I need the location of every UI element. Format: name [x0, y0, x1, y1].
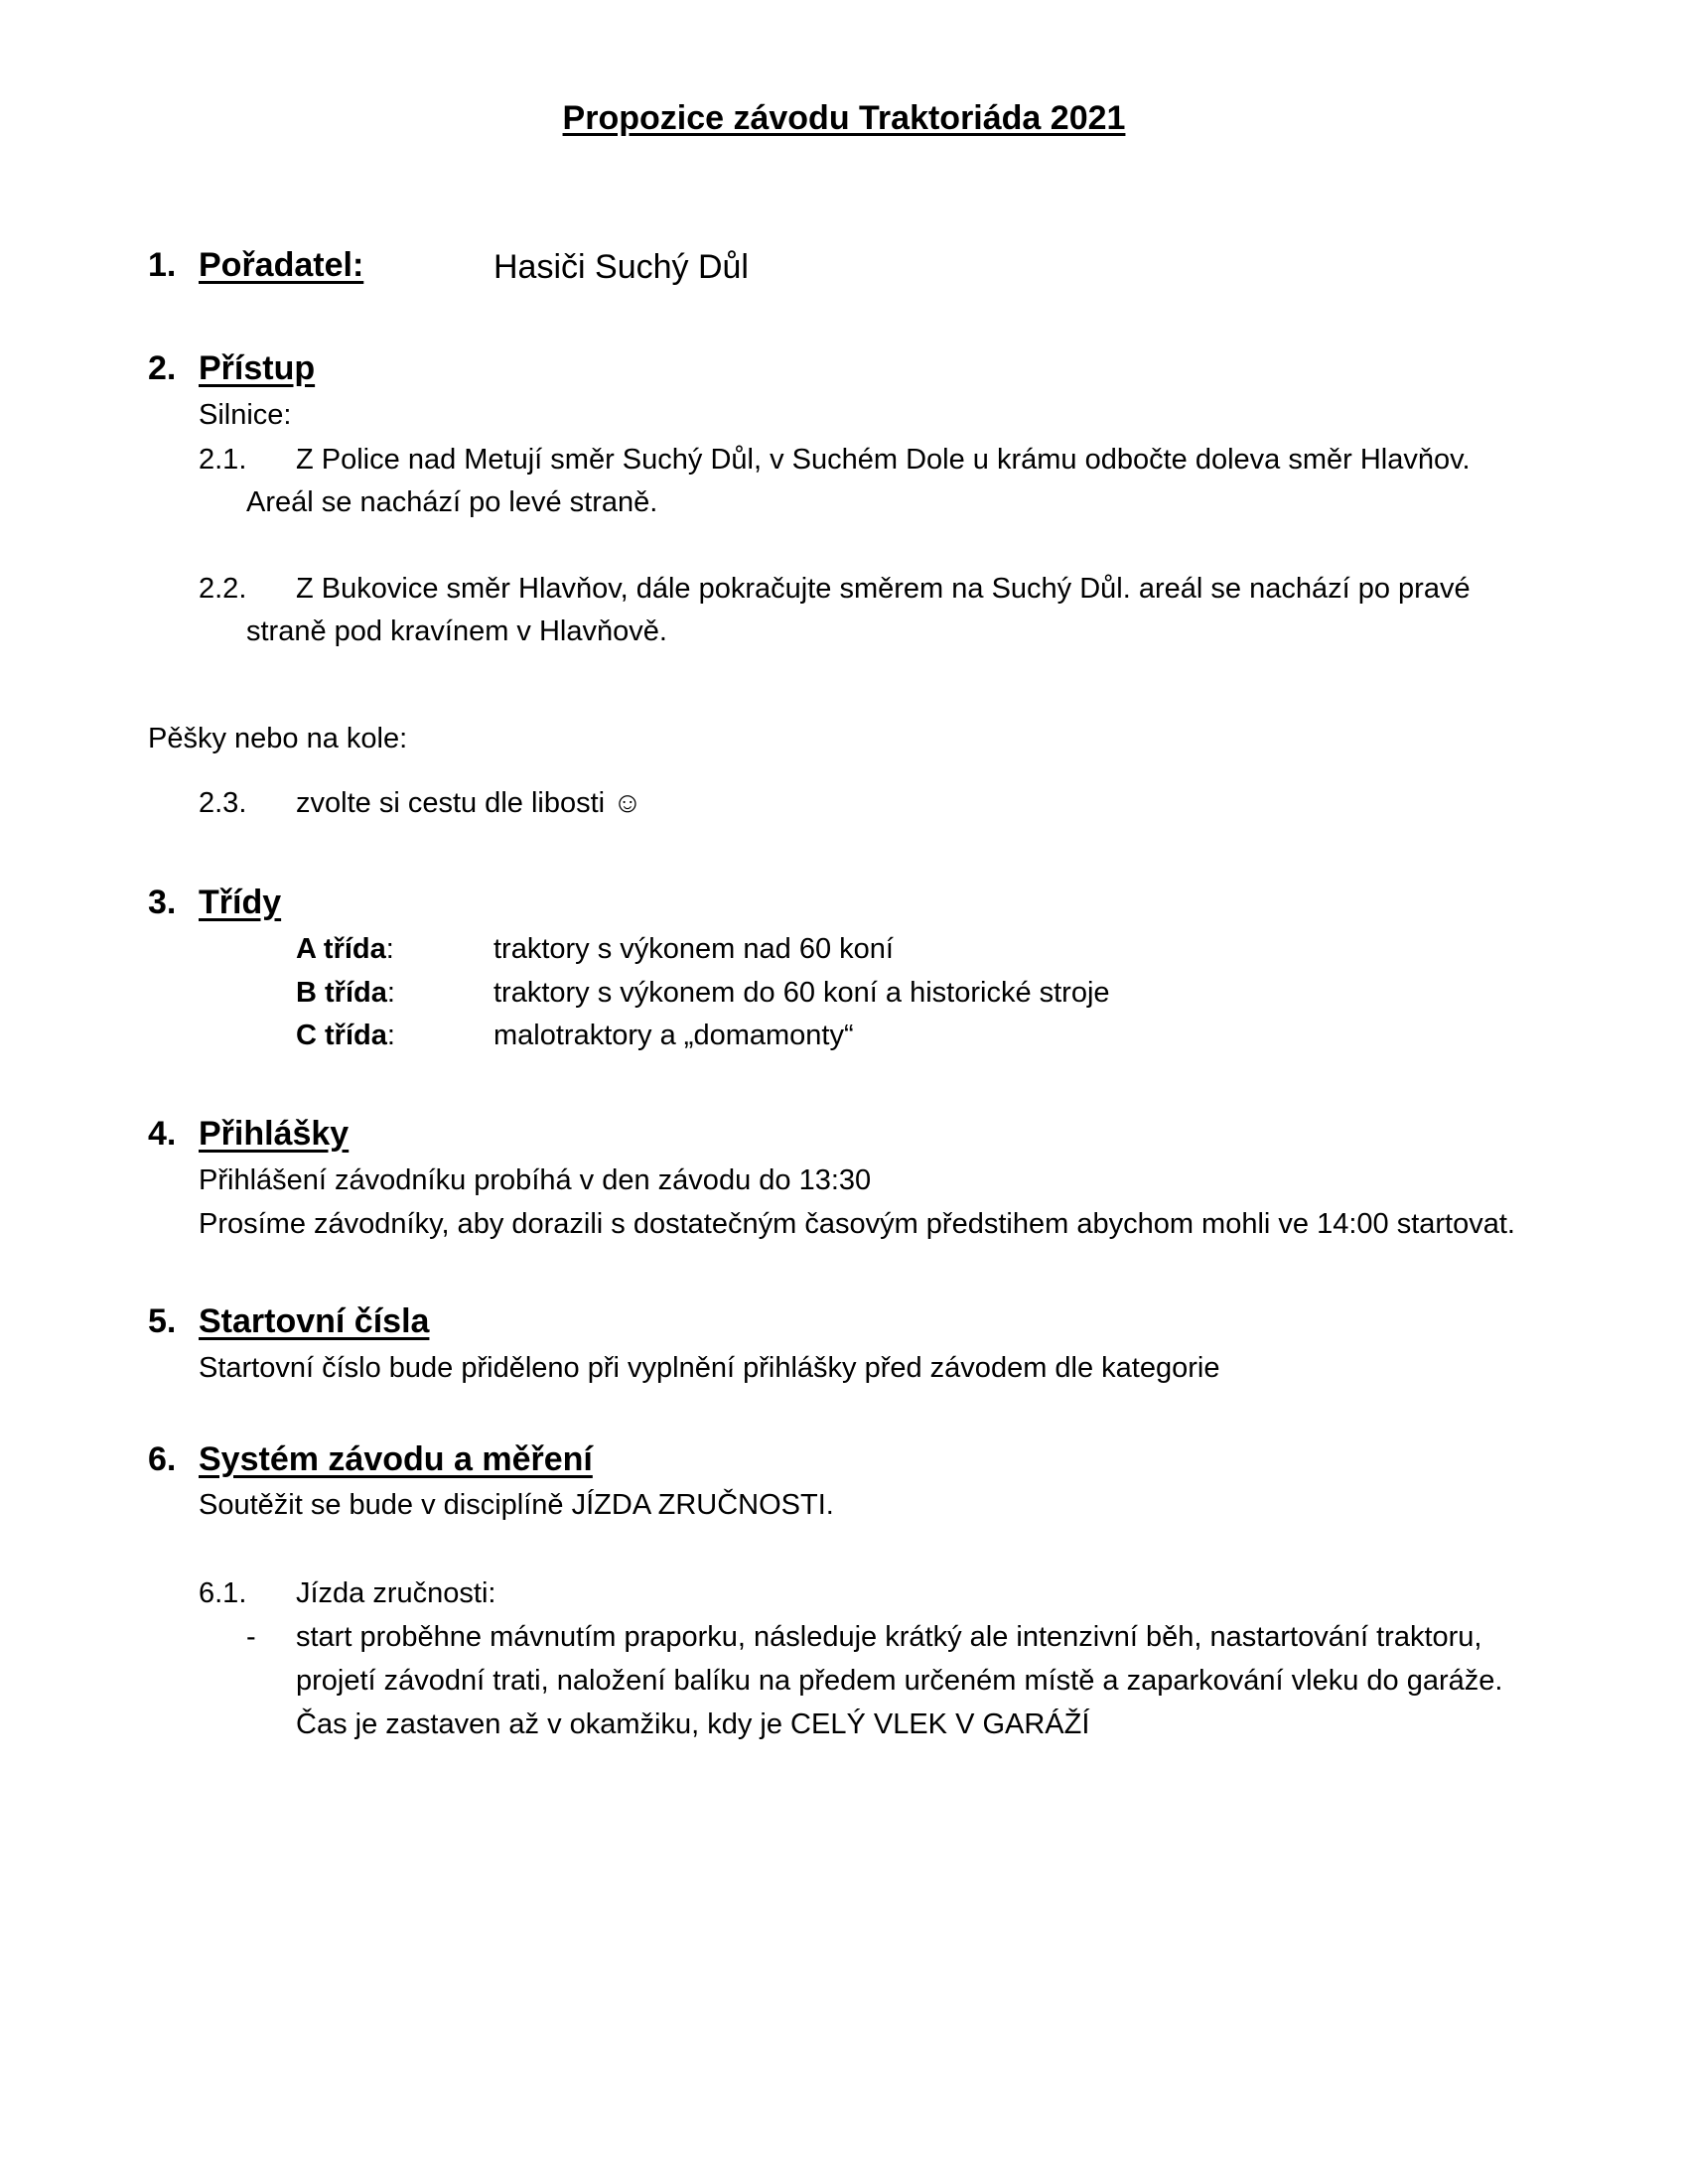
- section-title: Třídy: [199, 884, 282, 921]
- item-text-line: Areál se nachází po levé straně.: [246, 486, 658, 518]
- section-title: Přístup: [199, 349, 316, 387]
- section-title: Startovní čísla: [199, 1302, 430, 1340]
- section-number: 4.: [148, 1115, 177, 1153]
- section-heading-classes: [148, 884, 744, 927]
- class-name: C třída: [296, 1020, 387, 1051]
- item-number: 2.3.: [199, 787, 247, 819]
- bullet-text-line: projetí závodní trati, naložení balíku na předem určeném místě a zaparkování vleku do garáže.: [296, 1665, 1503, 1697]
- item-number: 2.1.: [199, 444, 247, 476]
- section-number: 6.: [148, 1440, 177, 1478]
- class-label: [296, 933, 394, 966]
- section-number: 5.: [148, 1302, 177, 1340]
- start-numbers-line: Startovní číslo bude přiděleno při vyplnění přihlášky před závodem dle kategorie: [199, 1352, 1220, 1384]
- class-label: [296, 977, 395, 1010]
- section-number: 2.: [148, 349, 177, 387]
- section-title: Systém závodu a měření: [199, 1440, 593, 1478]
- section-heading-start-numbers: [148, 1302, 744, 1346]
- class-description: traktory s výkonem nad 60 koní: [493, 933, 894, 965]
- bullet-text-line: Čas je zastaven až v okamžiku, kdy je CELÝ VLEK V GARÁŽÍ: [296, 1708, 1090, 1740]
- walk-label: Pěšky nebo na kole:: [148, 723, 408, 754]
- item-text-line: Z Bukovice směr Hlavňov, dále pokračujte směrem na Suchý Důl. areál se nachází po pravé: [296, 573, 1471, 605]
- section-title: Přihlášky: [199, 1115, 350, 1153]
- class-description: traktory s výkonem do 60 koní a historické stroje: [493, 977, 1110, 1009]
- class-label: [296, 1020, 395, 1052]
- section-number: 3.: [148, 884, 177, 921]
- item-text-line: Z Police nad Metují směr Suchý Důl, v Suchém Dole u krámu odbočte doleva směr Hlavňov.: [296, 444, 1471, 476]
- organizer-value: Hasiči Suchý Důl: [493, 248, 749, 286]
- road-label: Silnice:: [199, 399, 292, 431]
- class-colon: :: [386, 977, 395, 1009]
- race-system-line: Soutěžit se bude v disciplíně JÍZDA ZRUČNOSTI.: [199, 1489, 834, 1521]
- class-name: B třída: [296, 977, 387, 1009]
- section-heading-access: [148, 349, 744, 393]
- section-number: 1.: [148, 246, 177, 284]
- section-heading-race-system: [148, 1440, 942, 1484]
- class-colon: :: [386, 1020, 395, 1051]
- registration-line: Prosíme závodníky, aby dorazili s dostatečným časovým předstihem abychom mohli ve 14:00 startovat.: [199, 1208, 1515, 1240]
- item-text-line: straně pod kravínem v Hlavňově.: [246, 615, 667, 647]
- section-heading-registration: [148, 1115, 744, 1159]
- bullet-text-line: start proběhne mávnutím praporku, následuje krátký ale intenzivní běh, nastartování traktoru,: [296, 1621, 1482, 1653]
- document-title: [0, 99, 1688, 138]
- registration-line: Přihlášení závodníku probíhá v den závodu do 13:30: [199, 1164, 872, 1196]
- subsection-title: Jízda zručnosti:: [296, 1577, 496, 1609]
- bullet-dash: -: [246, 1621, 256, 1653]
- class-colon: :: [385, 933, 394, 965]
- section-title: Pořadatel:: [199, 246, 364, 284]
- class-name: A třída: [296, 933, 386, 965]
- document-title-text: Propozice závodu Traktoriáda 2021: [562, 99, 1126, 137]
- item-number: 2.2.: [199, 573, 247, 605]
- class-description: malotraktory a „domamonty“: [493, 1020, 854, 1051]
- item-text-line: zvolte si cestu dle libosti ☺: [296, 787, 642, 819]
- item-number: 6.1.: [199, 1577, 247, 1609]
